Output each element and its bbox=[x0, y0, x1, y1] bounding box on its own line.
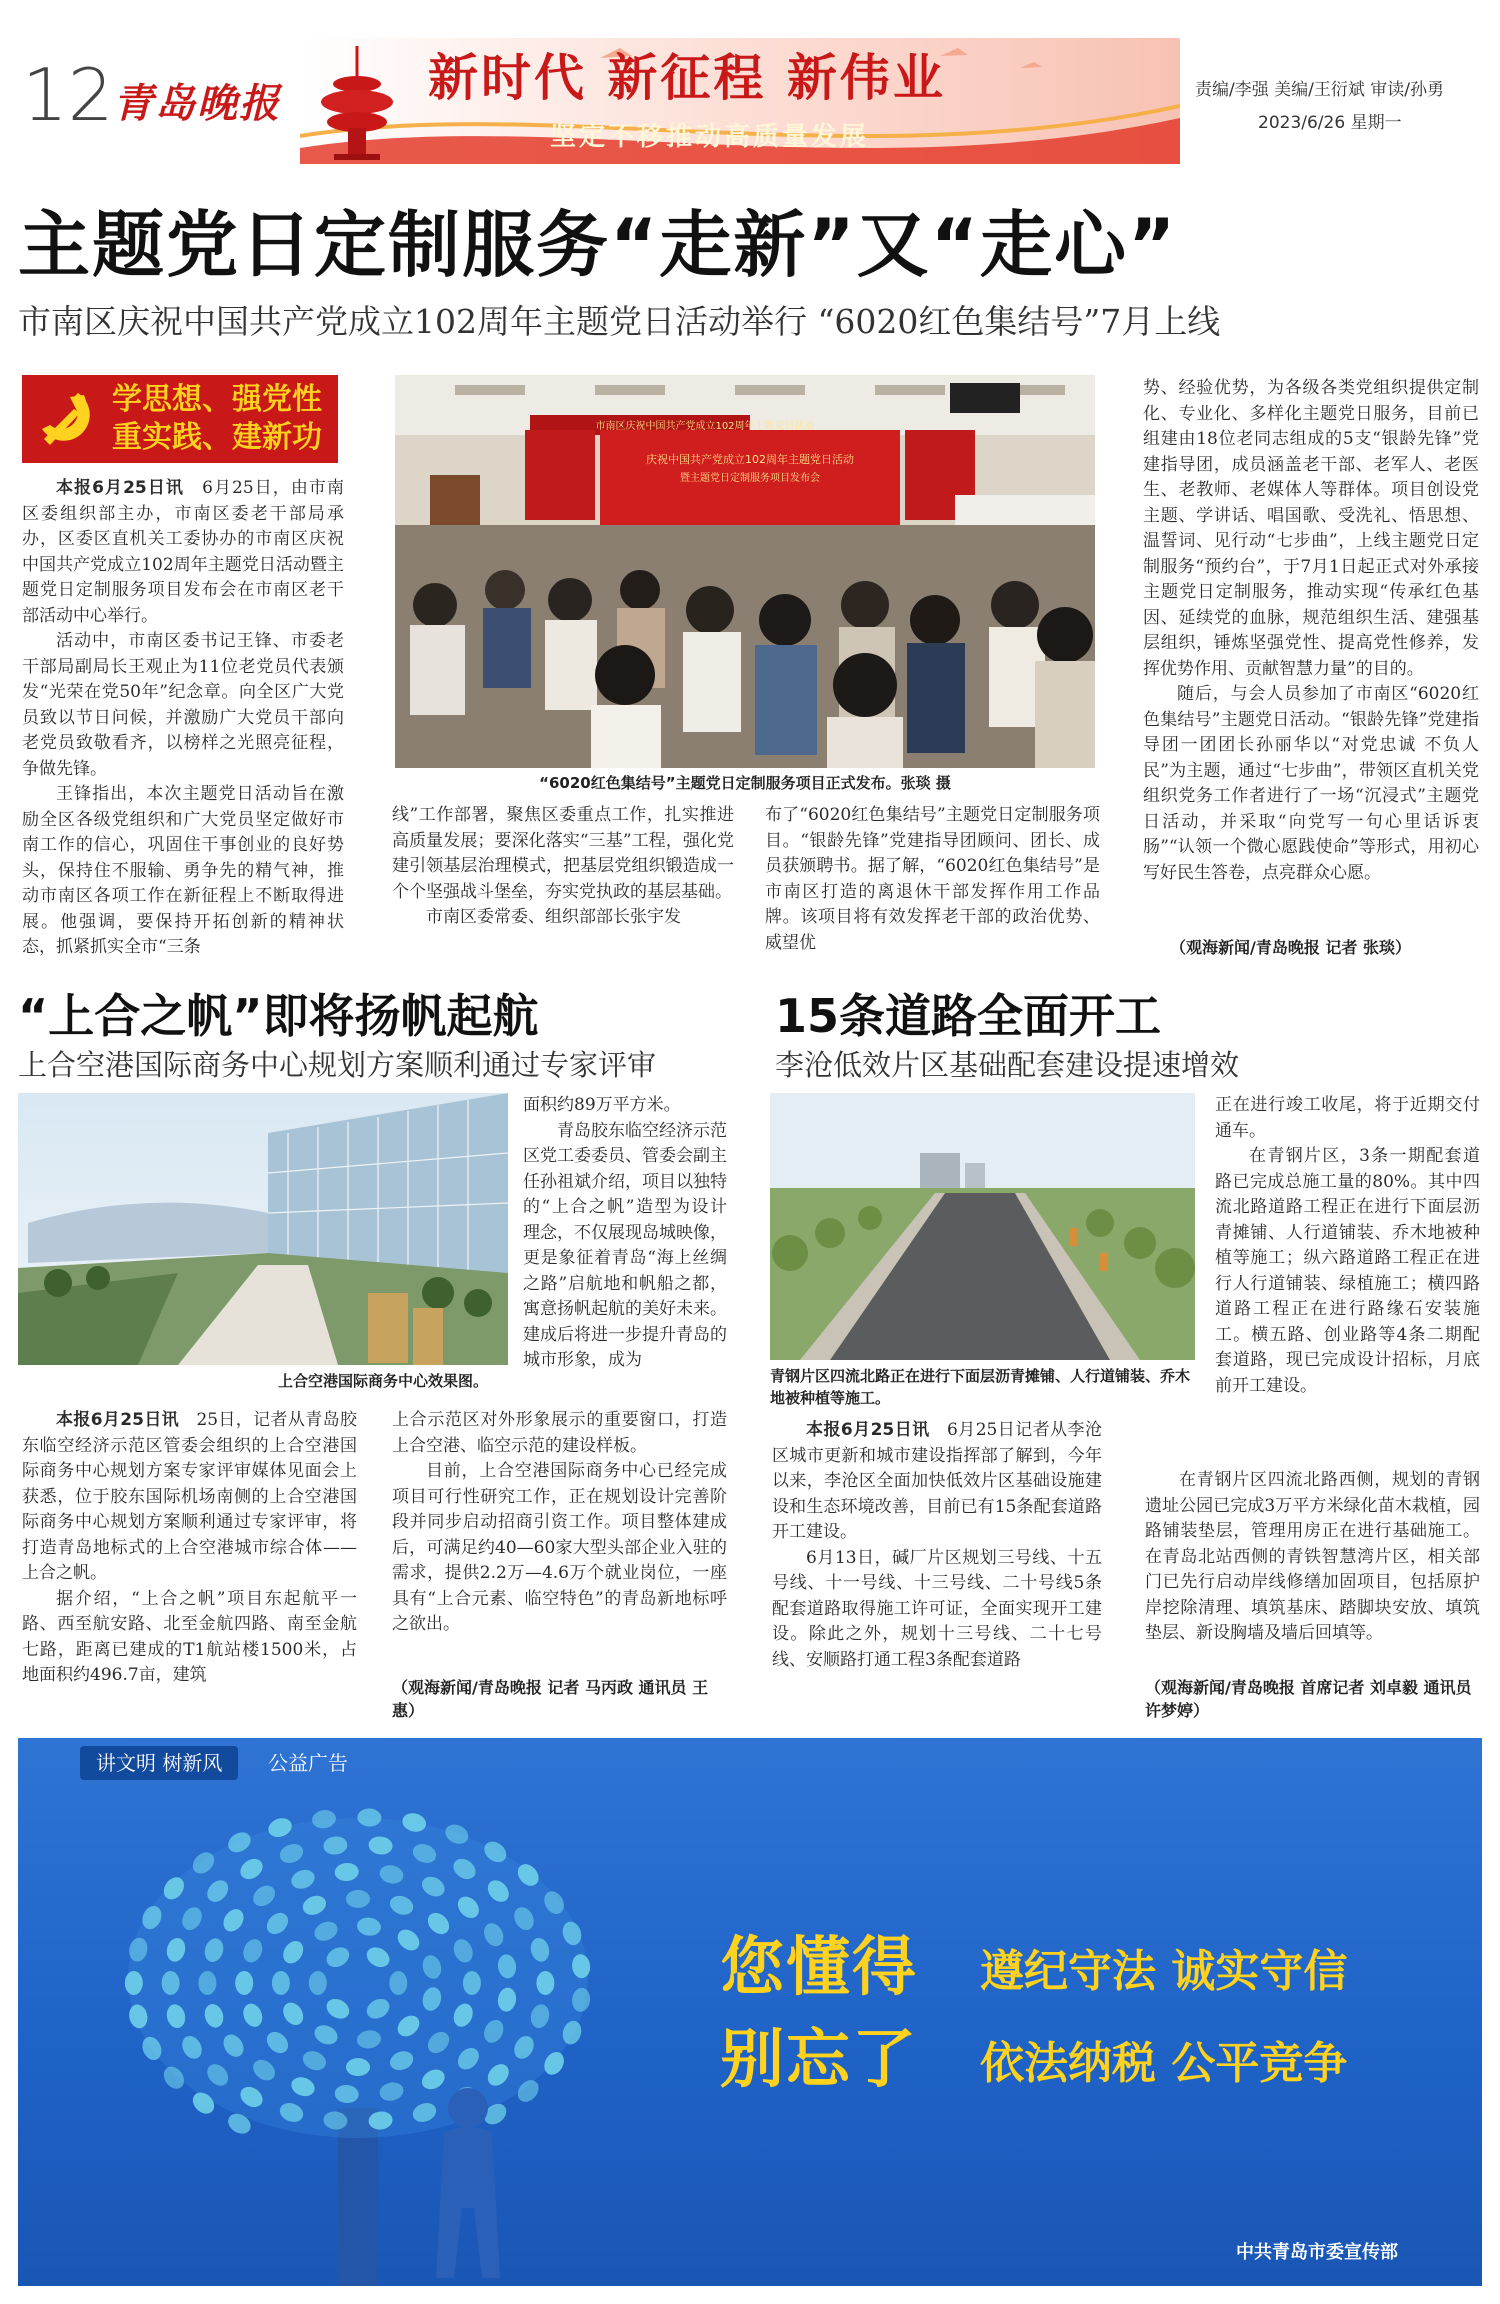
photo-banner-text: 市南区庆祝中国共产党成立102周年主题党日活动 bbox=[595, 421, 815, 432]
hand-shape bbox=[536, 1971, 554, 1995]
tower-logo-icon bbox=[312, 44, 402, 162]
article3-column-1 bbox=[772, 1418, 1102, 1673]
article2-right-column bbox=[523, 1093, 727, 1374]
issue-date: 2023/6/26 星期一 bbox=[1258, 113, 1402, 133]
article1-paragraph: 随后，与会人员参加了市南区“6020红色集结号”主题党日活动。“银龄先锋”党建指导团一团团长孙丽华以“对党忠诚 不负人民”为主题，通过“七步曲”，带领区直机关党组织党务工作者进行了一场“沉浸式”主题党日活动，并采取“向党写一句心里话诉衷肠”“认领一个微心愿践使命”等形式，用初心写好民生答卷，点亮群众心愿。 bbox=[1143, 684, 1479, 883]
article1-paragraph: 线”工作部署，聚焦区委重点工作，扎实推进高质量发展；要深化落实“三基”工程，强化党建引领基层治理模式，把基层党组织锻造成一个个坚强战斗堡垒，夯实党执政的基层基础。 bbox=[392, 805, 734, 902]
article3-byline: （观海新闻/青岛晚报 首席记者 刘卓毅 通讯员 许梦婷） bbox=[1145, 1678, 1472, 1720]
article2-subheadline: 上合空港国际商务中心规划方案顺利通过专家评审 bbox=[18, 1048, 657, 1082]
article2-paragraph: 25日，记者从青岛胶东临空经济示范区管委会组织的上合空港国际商务中心规划方案专家评审媒体见面会上获悉，位于胶东国际机场南侧的上合空港国际商务中心规划方案顺利通过专家评审，将打造青岛地标式的上合空港城市综合体——上合之帆。 bbox=[22, 1410, 357, 1583]
article3-dateline: 本报6月25日讯 bbox=[806, 1420, 930, 1440]
article2-paragraph: 据介绍，“上合之帆”项目东起航平一路、西至航安路、北至金航四路、南至金航七路，距离已建成的T1航站楼1500米，占地面积约496.7亩，建筑 bbox=[22, 1588, 357, 1685]
editors-line: 责编/李强 美编/王衍斌 审读/孙勇 bbox=[1195, 80, 1444, 100]
article2-photo bbox=[18, 1093, 508, 1365]
article1-paragraph: 6月25日，由市南区委组织部主办，市南区委老干部局承办，区委区直机关工委协办的市南区庆祝中国共产党成立102周年主题党日活动暨主题党日定制服务项目发布会在市南区老干部活动中心举行。 bbox=[22, 478, 344, 626]
article1-headline: 主题党日定制服务“走新”又“走心” bbox=[18, 203, 1178, 287]
article3-photo bbox=[770, 1093, 1195, 1360]
public-service-ad bbox=[18, 1738, 1482, 2286]
article1-dateline: 本报6月25日讯 bbox=[56, 478, 184, 498]
article2-paragraph: 目前，上合空港国际商务中心已经完成项目可行性研究工作，正在规划设计完善阶段并同步启动招商引资工作。项目整体建成后，可满足约40—60家大型头部企业入驻的需求，提供2.2万—4.6万个就业岗位，一座具有“上合元素、临空特色”的青岛新地标呼之欲出。 bbox=[392, 1461, 727, 1634]
article2-paragraph: 面积约89万平方米。 bbox=[523, 1095, 681, 1115]
article2-column-2 bbox=[392, 1408, 727, 1638]
article1-column-4 bbox=[1143, 376, 1479, 886]
ad-tag-text: 讲文明 树新风 bbox=[96, 1751, 223, 1775]
masthead bbox=[0, 0, 1500, 190]
hands-tree-illustration bbox=[108, 1808, 668, 2286]
hand-shape bbox=[235, 1971, 253, 1995]
paper-name: 青岛晚报 bbox=[113, 80, 281, 127]
ad-line2-big: 别忘了 bbox=[720, 2023, 918, 2097]
article3-paragraph: 在青钢片区四流北路西侧，规划的青钢遗址公园已完成3万平方米绿化苗木栽植，园路铺装垫层，管理用房正在进行基础施工。在青岛北站西侧的青铁智慧湾片区，相关部门已先行启动岸线修缮加固项目，包括原护岸挖除清理、填筑基床、踏脚块安放、填筑垫层、新设胸墙及墙后回填等。 bbox=[1145, 1470, 1480, 1643]
ad-line2-small: 依法纳税 公平竞争 bbox=[980, 2038, 1348, 2089]
hand-shape bbox=[272, 1971, 290, 1995]
hand-shape bbox=[346, 2058, 370, 2076]
article1-paragraph: 王锋指出，本次主题党日活动旨在激励全区各级党组织和广大党员坚定做好市南工作的信心，巩固住干事创业的良好势头，保持住不服输、勇争先的精气神，推动市南区各项工作在新征程上不断取得进展。他强调，要保持开拓创新的精神状态，抓紧抓实全市“三条 bbox=[22, 784, 344, 957]
article1-subheadline: 市南区庆祝中国共产党成立102周年主题党日活动举行 “6020红色集结号”7月上线 bbox=[18, 302, 1221, 341]
party-theme-badge bbox=[22, 375, 338, 463]
article1-paragraph: 活动中，市南区委书记王锋、市委老干部局副局长王观止为11位老党员代表颁发“光荣在党50年”纪念章。向全区广大党员致以节日问候，并激励广大党员干部向老党员致敬看齐，以榜样之光照亮征程，争做先锋。 bbox=[22, 631, 344, 779]
article3-column-2 bbox=[1145, 1468, 1480, 1647]
hand-shape bbox=[309, 1971, 327, 1995]
article1-photo bbox=[395, 375, 1095, 768]
article3-right-column bbox=[1215, 1093, 1480, 1399]
hand-shape bbox=[162, 1971, 180, 1995]
hand-shape bbox=[198, 1971, 216, 1995]
article3-paragraph: 6月13日，碱厂片区规划三号线、十五号线、十一号线、十三号线、二十号线5条配套道路取得施工许可证，全面实现开工建设。除此之外，规划十三号线、二十七号线、安顺路打通工程3条配套道路 bbox=[772, 1547, 1102, 1670]
building-rendering-illustration bbox=[18, 1093, 508, 1365]
article3-headline: 15条道路全面开工 bbox=[775, 989, 1162, 1043]
hand-shape bbox=[389, 1971, 407, 1995]
article2-headline: “上合之帆”即将扬帆起航 bbox=[18, 989, 539, 1043]
ad-line1-small: 遵纪守法 诚实守信 bbox=[980, 1946, 1348, 1997]
article2-column-1 bbox=[22, 1408, 357, 1689]
article3-paragraph: 6月25日记者从李沧区城市更新和城市建设指挥部了解到，今年以来，李沧区全面加快低效片区基础设施建设和生态环境改善，目前已有15条配套道路开工建设。 bbox=[772, 1420, 1103, 1542]
article2-byline: （观海新闻/青岛晚报 记者 马丙政 通讯员 王惠） bbox=[392, 1678, 709, 1720]
article3-subheadline: 李沧低效片区基础配套建设提速增效 bbox=[775, 1048, 1240, 1082]
masthead-banner bbox=[300, 38, 1180, 164]
hand-shape bbox=[125, 1971, 143, 1995]
hand-shape bbox=[463, 1971, 481, 1995]
article1-paragraph: 势、经验优势，为各级各类党组织提供定制化、专业化、多样化主题党日服务，目前已组建由18位老同志组成的5支“银龄先锋”党建指导团，成员涵盖老干部、老军人、老医生、老教师、老媒体人等群体。项目创设党主题、学讲话、唱国歌、受洗礼、悟思想、温誓词、见行动“七步曲”，上线主题党日定制服务“预约台”，于7月1日起正式对外承接主题党日定制服务，推动实现“传承红色基因、延续党的血脉，规范组织生活、建强基层组织，锤炼坚强党性、提高党性修养，发挥优势作用、贡献智慧力量”的目的。 bbox=[1143, 378, 1479, 679]
banner-title: 新时代 新征程 新伟业 bbox=[428, 49, 946, 107]
article2-photo-caption: 上合空港国际商务中心效果图。 bbox=[277, 1372, 488, 1390]
article2-paragraph: 上合示范区对外形象展示的重要窗口，打造上合空港、临空示范的建设样板。 bbox=[392, 1410, 727, 1456]
ad-tag bbox=[80, 1746, 238, 1780]
article1-paragraph: 市南区委常委、组织部部长张宇发 bbox=[426, 907, 681, 927]
article1-column-3 bbox=[765, 803, 1100, 956]
article1-paragraph: 布了“6020红色集结号”主题党日定制服务项目。“银龄先锋”党建指导团顾问、团长、成员获颁聘书。据了解，“6020红色集结号”是市南区打造的离退休干部发挥作用工作品牌。该项目将有效发挥老干部的政治优势、威望优 bbox=[765, 805, 1100, 953]
meeting-scene-illustration bbox=[395, 375, 1095, 768]
article1-photo-caption: “6020红色集结号”主题党日定制服务项目正式发布。张琰 摄 bbox=[539, 774, 951, 792]
article2-paragraph: 青岛胶东临空经济示范区党工委委员、管委会副主任孙祖斌介绍，项目以独特的“上合之帆”造型为设计理念，不仅展现岛城映像，更是象征着青岛“海上丝绸之路”启航地和帆船之都，寓意扬帆起航的美好未来。建成后将进一步提升青岛的城市形象，成为 bbox=[523, 1120, 727, 1370]
article2-dateline: 本报6月25日讯 bbox=[56, 1410, 180, 1430]
party-emblem-icon bbox=[32, 387, 96, 451]
article1-column-1 bbox=[22, 476, 344, 961]
banner-subtitle: 坚定不移推动高质量发展 bbox=[550, 122, 870, 152]
badge-line-2: 重实践、建新功 bbox=[112, 420, 322, 455]
road-construction-illustration bbox=[770, 1093, 1195, 1360]
svg-text:庆祝中国共产党成立102周年主题党日活动: 庆祝中国共产党成立102周年主题党日活动 bbox=[646, 453, 854, 466]
page-number: 12 bbox=[22, 53, 114, 137]
article3-photo-caption: 青钢片区四流北路正在进行下面层沥青摊铺、人行道铺装、乔木地被种植等施工。 bbox=[770, 1367, 1191, 1407]
hand-shape bbox=[346, 1890, 370, 1908]
ad-tag-suffix: 公益广告 bbox=[268, 1751, 348, 1775]
ad-sponsor: 中共青岛市委宣传部 bbox=[1236, 2242, 1398, 2263]
article3-paragraph: 在青钢片区，3条一期配套道路已完成总施工量的80%。其中四流北路道路工程正在进行下面层沥青摊铺、人行道铺装、乔木地被种植等施工；纵六路道路工程正在进行人行道铺装、绿植施工；横四路道路工程正在进行路缘石安装施工。横五路、创业路等4条二期配套道路，现已完成设计招标，月底前开工建设。 bbox=[1215, 1146, 1480, 1396]
article3-paragraph: 正在进行竣工收尾，将于近期交付通车。 bbox=[1215, 1095, 1480, 1141]
article1-byline: （观海新闻/青岛晚报 记者 张琰） bbox=[1170, 938, 1411, 957]
svg-text:暨主题党日定制服务项目发布会: 暨主题党日定制服务项目发布会 bbox=[680, 473, 820, 484]
badge-line-1: 学思想、强党性 bbox=[112, 382, 322, 417]
ad-line1-big: 您懂得 bbox=[720, 1931, 918, 2005]
article1-column-2 bbox=[392, 803, 734, 931]
